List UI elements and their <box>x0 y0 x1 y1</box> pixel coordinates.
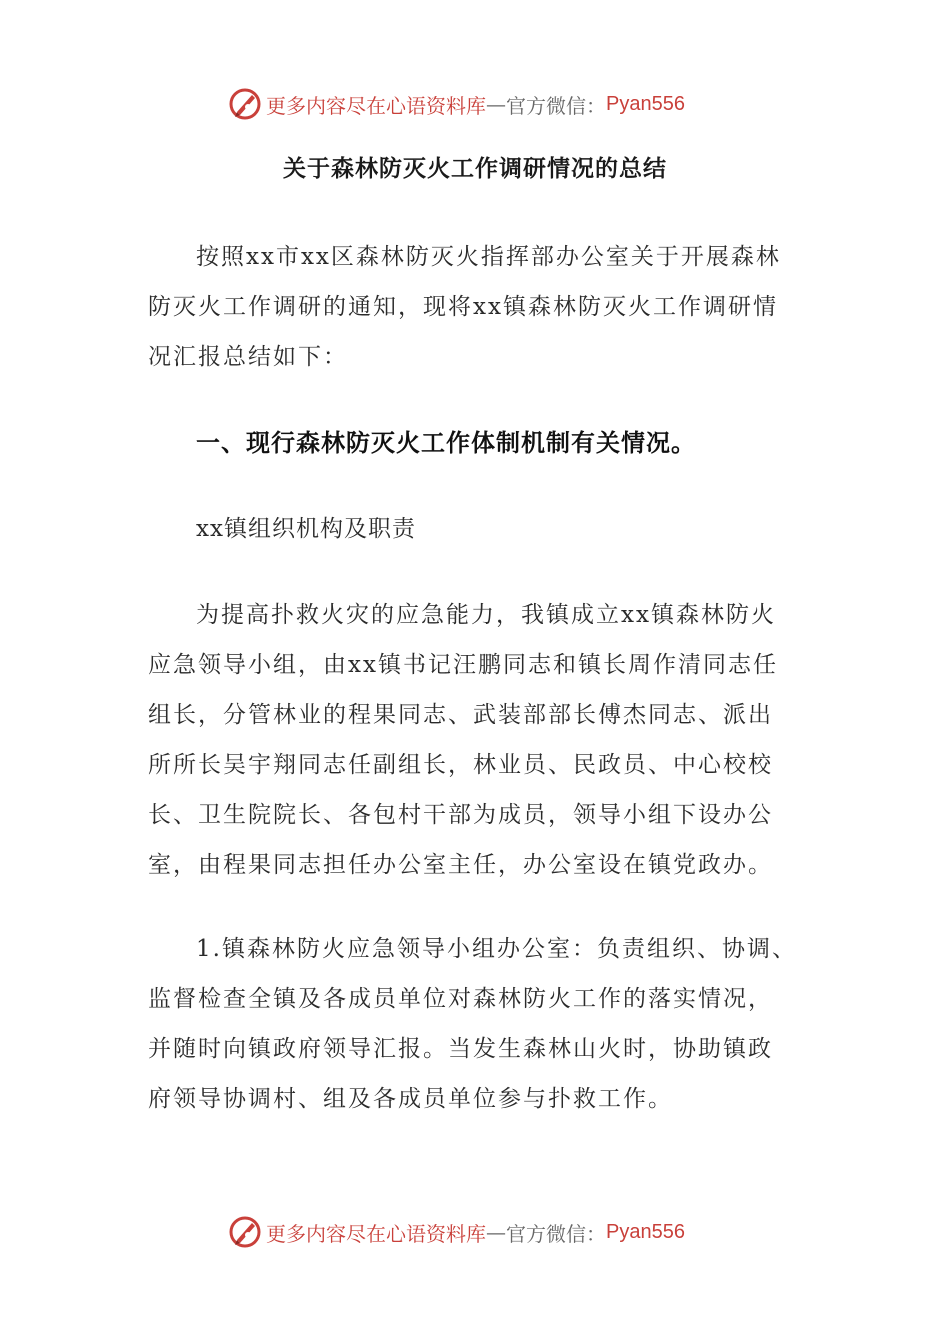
pen-logo-icon <box>228 87 262 121</box>
watermark-wechat-id: Pyan556 <box>606 1220 685 1243</box>
watermark-wechat-id: Pyan556 <box>606 92 685 115</box>
document-title: 关于森林防灭火工作调研情况的总结 <box>283 155 667 182</box>
office-duties-paragraph <box>148 924 808 1124</box>
org-line: 室，由程果同志担任办公室主任，办公室设在镇党政办。 <box>148 852 773 878</box>
org-paragraph <box>148 590 808 890</box>
org-line: 为提高扑救火灾的应急能力，我镇成立xx镇森林防火 <box>196 602 776 628</box>
intro-line: 防灭火工作调研的通知，现将xx镇森林防灭火工作调研情 <box>148 294 778 320</box>
intro-line: 按照xx市xx区森林防灭火指挥部办公室关于开展森林 <box>196 244 781 270</box>
watermark-site-name: 更多内容尽在心语资料库 <box>266 1221 486 1246</box>
org-line: 长、卫生院院长、各包村干部为成员，领导小组下设办公 <box>148 802 773 828</box>
pen-logo-icon <box>228 1215 262 1249</box>
duty-line: 1.镇森林防火应急领导小组办公室：负责组织、协调、 <box>196 936 797 962</box>
org-line: 组长，分管林业的程果同志、武装部部长傅杰同志、派出 <box>148 702 773 728</box>
watermark-wechat-label: 官方微信： <box>506 93 606 118</box>
watermark-dash: — <box>486 1220 506 1244</box>
footer-watermark <box>228 1212 685 1252</box>
watermark-wechat-label: 官方微信： <box>506 1221 606 1246</box>
watermark-site-name: 更多内容尽在心语资料库 <box>266 93 486 118</box>
document-body <box>148 232 808 1124</box>
intro-line: 况汇报总结如下： <box>148 344 348 370</box>
duty-line: 府领导协调村、组及各成员单位参与扑救工作。 <box>148 1086 673 1112</box>
subheading: xx镇组织机构及职责 <box>196 516 416 542</box>
org-line: 所所长吴宇翔同志任副组长，林业员、民政员、中心校校 <box>148 752 773 778</box>
header-watermark <box>228 84 685 124</box>
org-line: 应急领导小组，由xx镇书记汪鹏同志和镇长周作清同志任 <box>148 652 778 678</box>
duty-line: 并随时向镇政府领导汇报。当发生森林山火时，协助镇政 <box>148 1036 773 1062</box>
section-heading: 一、现行森林防灭火工作体制机制有关情况。 <box>196 428 696 457</box>
watermark-dash: — <box>486 92 506 116</box>
intro-paragraph <box>148 232 808 382</box>
duty-line: 监督检查全镇及各成员单位对森林防火工作的落实情况， <box>148 986 773 1012</box>
